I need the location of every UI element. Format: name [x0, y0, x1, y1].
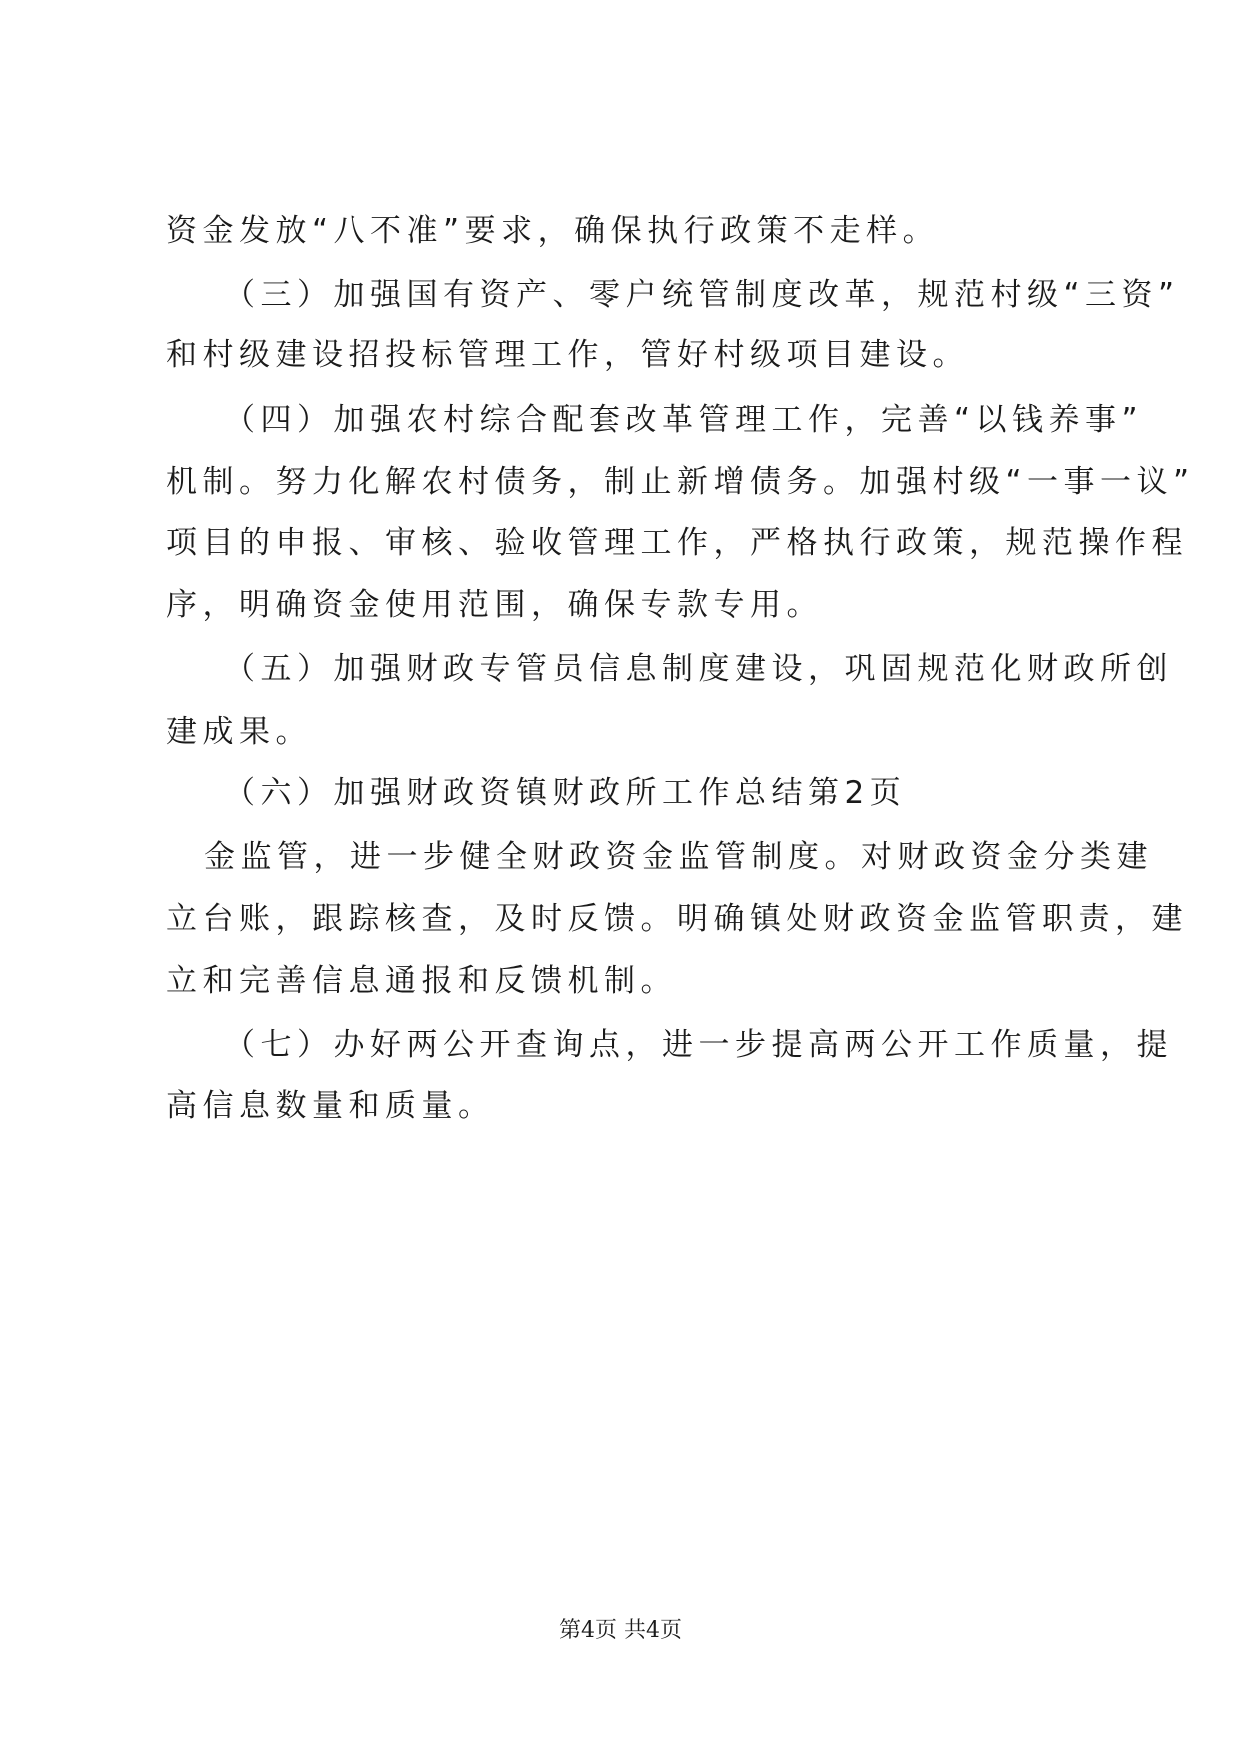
body-line: 高信息数量和质量。 — [166, 1088, 495, 1124]
body-line: 立台账，跟踪核查，及时反馈。明确镇处财政资金监管职责，建 — [166, 901, 1188, 937]
body-line: 资金发放“八不准”要求，确保执行政策不走样。 — [166, 213, 940, 249]
body-line: 金监管，进一步健全财政资金监管制度。对财政资金分类建 — [204, 839, 1153, 875]
body-line: 序，明确资金使用范围，确保专款专用。 — [166, 587, 823, 623]
body-line: 立和完善信息通报和反馈机制。 — [166, 963, 677, 999]
body-line: 建成果。 — [166, 714, 312, 750]
page-number-footer: 第4页 共4页 — [559, 1618, 682, 1643]
body-line: 机制。努力化解农村债务，制止新增债务。加强村级“一事一议” — [166, 464, 1195, 500]
body-line: 项目的申报、审核、验收管理工作，严格执行政策，规范操作程 — [166, 525, 1188, 561]
section-7-heading-line: （七）办好两公开查询点，进一步提高两公开工作质量，提 — [224, 1027, 1173, 1063]
section-6-heading-line: （六）加强财政资镇财政所工作总结第2页 — [224, 775, 907, 811]
section-4-heading-line: （四）加强农村综合配套改革管理工作，完善“以钱养事” — [224, 402, 1144, 438]
section-3-heading-line: （三）加强国有资产、零户统管制度改革，规范村级“三资” — [224, 277, 1180, 313]
body-line: 和村级建设招投标管理工作，管好村级项目建设。 — [166, 337, 969, 373]
section-5-heading-line: （五）加强财政专管员信息制度建设，巩固规范化财政所创 — [224, 651, 1173, 687]
